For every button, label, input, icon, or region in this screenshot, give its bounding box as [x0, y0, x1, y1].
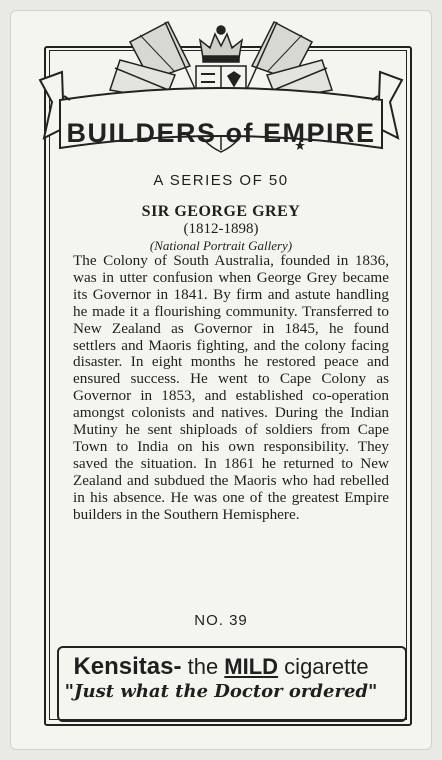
advert-text-post: cigarette — [278, 654, 369, 679]
card-number: NO. 39 — [194, 612, 248, 629]
series-label: A SERIES OF 50 — [153, 172, 289, 189]
advert-slogan: "Just what the Doctor ordered" — [64, 681, 378, 702]
banner-title: BUILDERS of EMPIRE — [66, 118, 376, 148]
advert-line — [0, 653, 442, 681]
portrait-credit: (National Portrait Gallery) — [149, 238, 293, 253]
subject-name: SIR GEORGE GREY — [141, 203, 301, 220]
advert-text-pre: the — [181, 654, 225, 679]
subject-years: (1812-1898) — [183, 221, 259, 237]
empire-crest-banner — [0, 0, 442, 180]
advert-mild: MILD — [224, 654, 279, 679]
advert-dash: - — [173, 653, 182, 680]
advert-brand: Kensitas — [73, 653, 174, 680]
biography-text: The Colony of South Australia, founded in 1836, was in utter confusion when George Grey became its Governor in 1841. By firm and astute handling he made it a flourishing community. Transferred to New Zealand as Governor in 1845, he found settlers and Maoris fighting, and the colony facing disaster. In eight months he restored peace and ensured success. He went to Cape Colony as Governor in 1853, and established co-operation amongst colonists and natives. During the Indian Mutiny he sent shiploads of soldiers from Cape Town to India on his own responsibility. They saved the situation. In 1861 he returned to New Zealand and subdued the Maoris who had rebelled in his absence. He was one of the greatest Empire builders in the Southern Hemisphere. — [73, 252, 389, 523]
crown-icon — [200, 26, 242, 62]
